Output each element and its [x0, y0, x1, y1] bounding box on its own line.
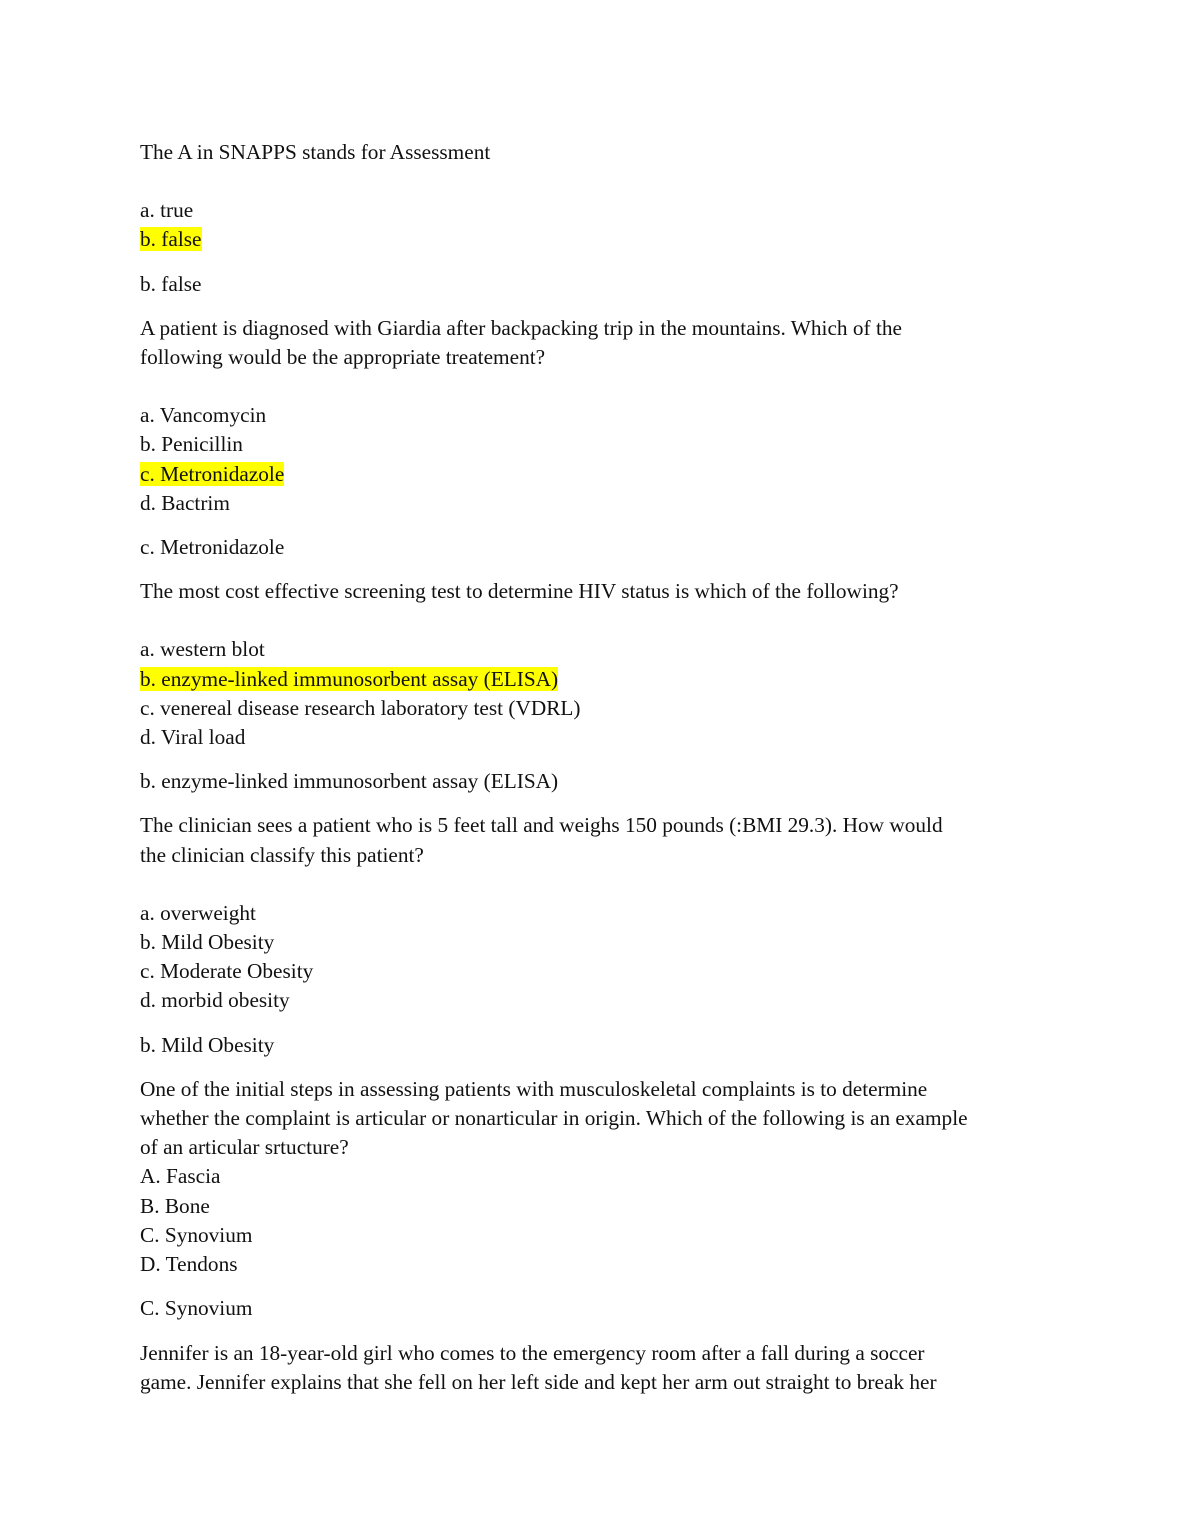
question-text: The most cost effective screening test to determine HIV status is which of the following? — [140, 579, 899, 604]
option-c: C. Synovium — [140, 1222, 253, 1247]
answer-text: b. enzyme-linked immunosorbent assay (ELISA) — [140, 769, 559, 794]
question-block — [140, 577, 1055, 811]
option-b-highlighted: b. false — [140, 227, 202, 252]
question-text: The clinician sees a patient who is 5 feet tall and weighs 150 pounds (:BMI 29.3). How would — [140, 813, 943, 838]
question-text: following would be the appropriate treatement? — [140, 345, 546, 370]
question-block — [140, 1075, 1055, 1339]
question-text: of an articular srtucture? — [140, 1135, 349, 1160]
option-d: d. morbid obesity — [140, 988, 290, 1013]
option-b: b. Mild Obesity — [140, 930, 275, 955]
option-a: a. true — [140, 198, 194, 223]
option-a: a. western blot — [140, 637, 265, 662]
option-b-highlighted: b. enzyme-linked immunosorbent assay (ELISA) — [140, 666, 559, 691]
paragraph-line: Jennifer is an 18-year-old girl who comes to the emergency room after a fall during a soccer — [140, 1340, 925, 1365]
option-d: D. Tendons — [140, 1252, 238, 1277]
answer-text: c. Metronidazole — [140, 535, 285, 560]
question-text: whether the complaint is articular or nonarticular in origin. Which of the following is an example — [140, 1106, 968, 1131]
option-a: a. Vancomycin — [140, 403, 267, 428]
option-b: B. Bone — [140, 1193, 210, 1218]
question-block — [140, 138, 1055, 314]
question-block — [140, 811, 1055, 1074]
question-text: A patient is diagnosed with Giardia after backpacking trip in the mountains. Which of the — [140, 315, 902, 340]
option-d: d. Viral load — [140, 725, 246, 750]
question-text: the clinician classify this patient? — [140, 842, 424, 867]
document-page — [140, 138, 1055, 1397]
answer-text: b. Mild Obesity — [140, 1032, 275, 1057]
trailing-paragraph — [140, 1339, 1055, 1397]
option-a: a. overweight — [140, 900, 256, 925]
answer-text: b. false — [140, 271, 202, 296]
option-c: c. venereal disease research laboratory test (VDRL) — [140, 695, 581, 720]
option-d: d. Bactrim — [140, 490, 230, 515]
question-text: One of the initial steps in assessing patients with musculoskeletal complaints is to determine — [140, 1076, 928, 1101]
question-block — [140, 314, 1055, 577]
option-c: c. Moderate Obesity — [140, 959, 314, 984]
option-c-highlighted: c. Metronidazole — [140, 461, 285, 486]
question-text: The A in SNAPPS stands for Assessment — [140, 140, 491, 164]
answer-text: C. Synovium — [140, 1296, 253, 1321]
option-a: A. Fascia — [140, 1164, 221, 1189]
paragraph-line: game. Jennifer explains that she fell on her left side and kept her arm out straight to break her — [140, 1369, 937, 1394]
option-b: b. Penicillin — [140, 432, 243, 457]
